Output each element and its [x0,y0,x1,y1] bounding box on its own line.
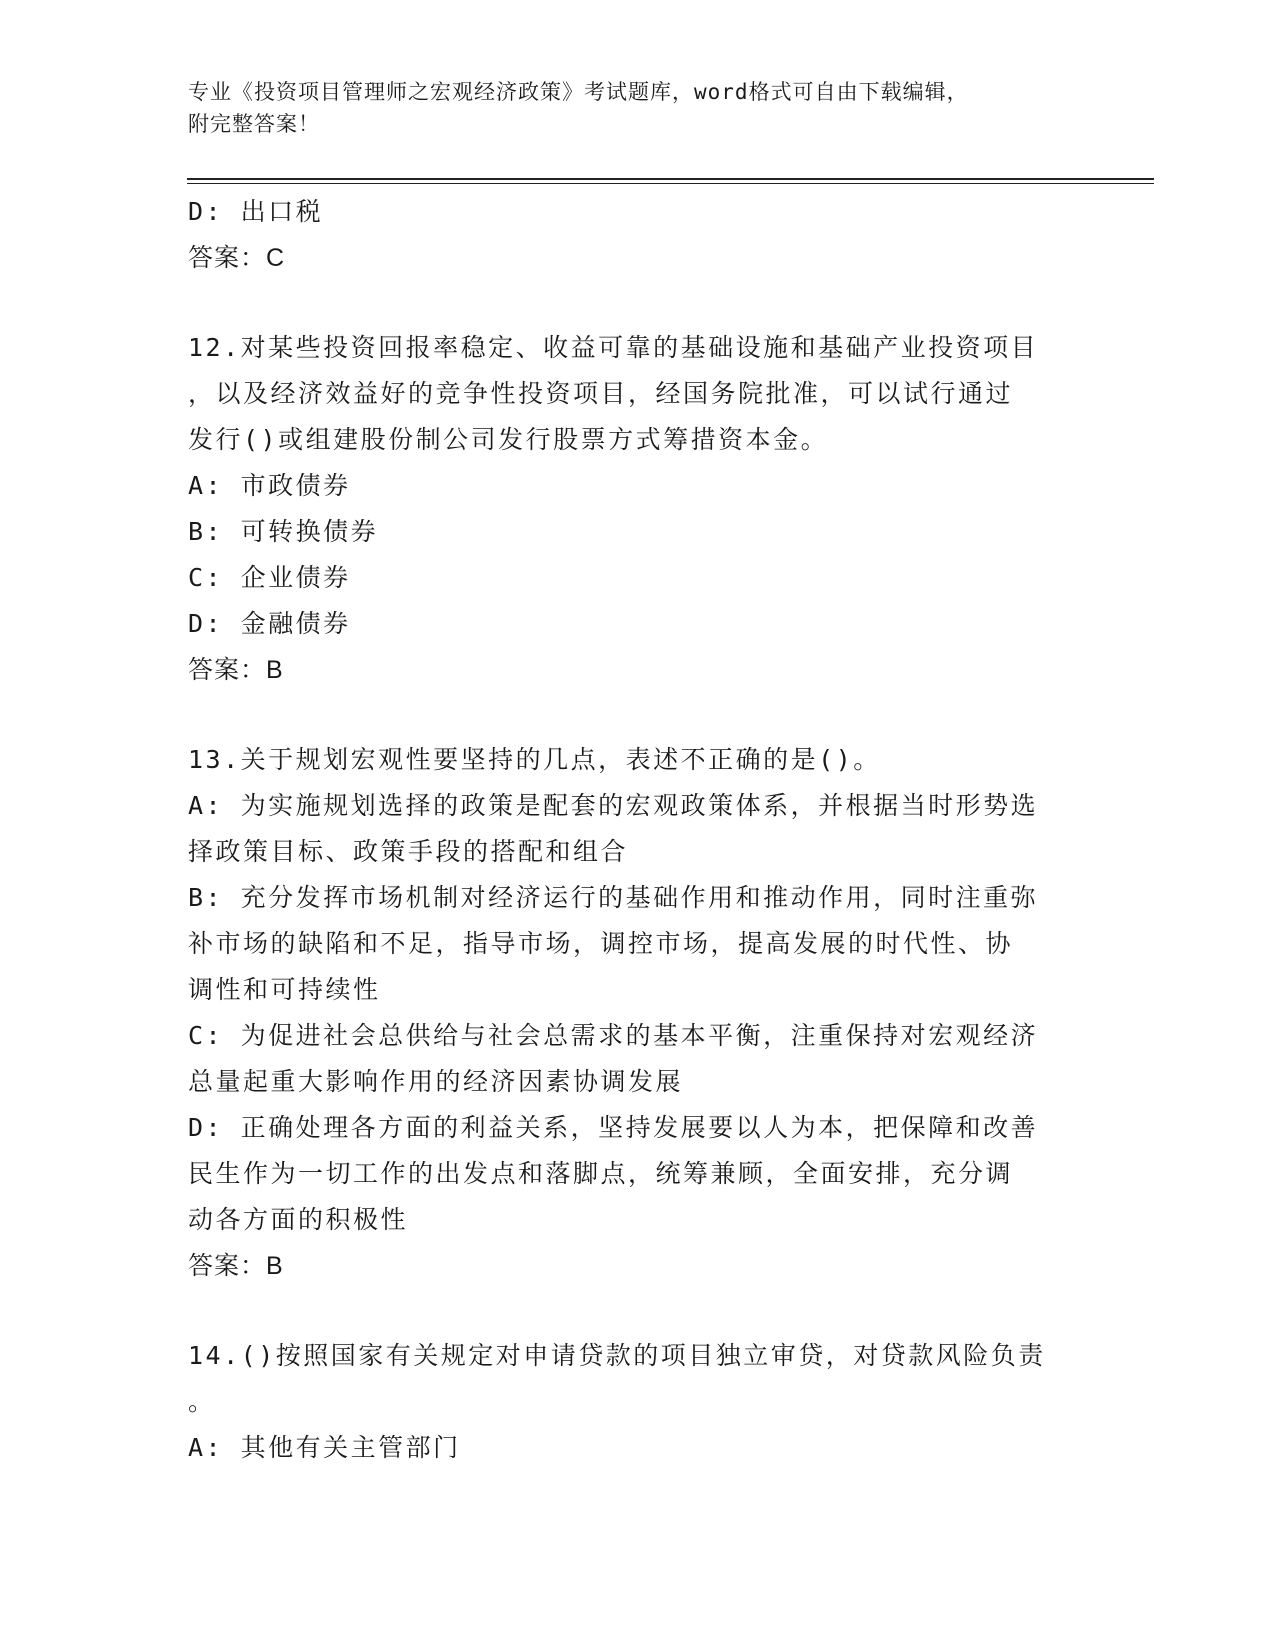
q13-option-d-line-3: 动各方面的积极性 [188,1205,409,1234]
spacer [188,693,1088,737]
q12-option-d: D: 金融债券 [188,609,351,638]
header-line-1: 专业《投资项目管理师之宏观经济政策》考试题库，word格式可自由下载编辑， [188,80,969,104]
q13-option-a-line-1: A: 为实施规划选择的政策是配套的宏观政策体系，并根据当时形势选 [188,791,1039,820]
document-header [188,76,1088,140]
header-divider-thick [187,178,1154,180]
q13-option-b-line-1: B: 充分发挥市场机制对经济运行的基础作用和推动作用，同时注重弥 [188,883,1039,912]
q13-option-b-line-3: 调性和可持续性 [188,975,381,1004]
q13-option-a-line-2: 择政策目标、政策手段的搭配和组合 [188,837,629,866]
question-14 [188,1333,1088,1471]
q13-stem: 13.关于规划宏观性要坚持的几点，表述不正确的是()。 [188,745,881,774]
q12-stem-line-2: ，以及经济效益好的竞争性投资项目，经国务院批准，可以试行通过 [188,379,1014,408]
q14-option-a: A: 其他有关主管部门 [188,1433,461,1462]
header-line-2: 附完整答案！ [188,112,320,136]
q12-option-a: A: 市政债券 [188,471,351,500]
q13-answer: 答案：B [188,1252,284,1280]
q12-option-b: B: 可转换债券 [188,517,379,546]
q11-option-d: D: 出口税 [188,197,324,226]
q12-stem-line-1: 12.对某些投资回报率稳定、收益可靠的基础设施和基础产业投资项目 [188,333,1039,362]
header-divider-thin [187,183,1154,184]
q12-option-c: C: 企业债券 [188,563,351,592]
q13-option-c-line-1: C: 为促进社会总供给与社会总需求的基本平衡，注重保持对宏观经济 [188,1021,1039,1050]
question-11-tail [188,189,1088,281]
q12-answer: 答案：B [188,656,284,684]
q14-stem-line-2: 。 [188,1387,216,1416]
q12-stem-line-3: 发行()或组建股份制公司发行股票方式筹措资本金。 [188,425,829,454]
q13-option-d-line-2: 民生作为一切工作的出发点和落脚点，统筹兼顾，全面安排，充分调 [188,1159,1014,1188]
q13-option-c-line-2: 总量起重大影响作用的经济因素协调发展 [188,1067,684,1096]
q13-option-b-line-2: 补市场的缺陷和不足，指导市场，调控市场，提高发展的时代性、协 [188,929,1014,958]
question-content [188,189,1088,1471]
spacer [188,1289,1088,1333]
q13-option-d-line-1: D: 正确处理各方面的利益关系，坚持发展要以人为本，把保障和改善 [188,1113,1039,1142]
question-12 [188,325,1088,693]
question-13 [188,737,1088,1289]
q11-answer: 答案：C [188,244,286,272]
spacer [188,281,1088,325]
q14-stem-line-1: 14.()按照国家有关规定对申请贷款的项目独立审贷，对贷款风险负责 [188,1341,1046,1370]
